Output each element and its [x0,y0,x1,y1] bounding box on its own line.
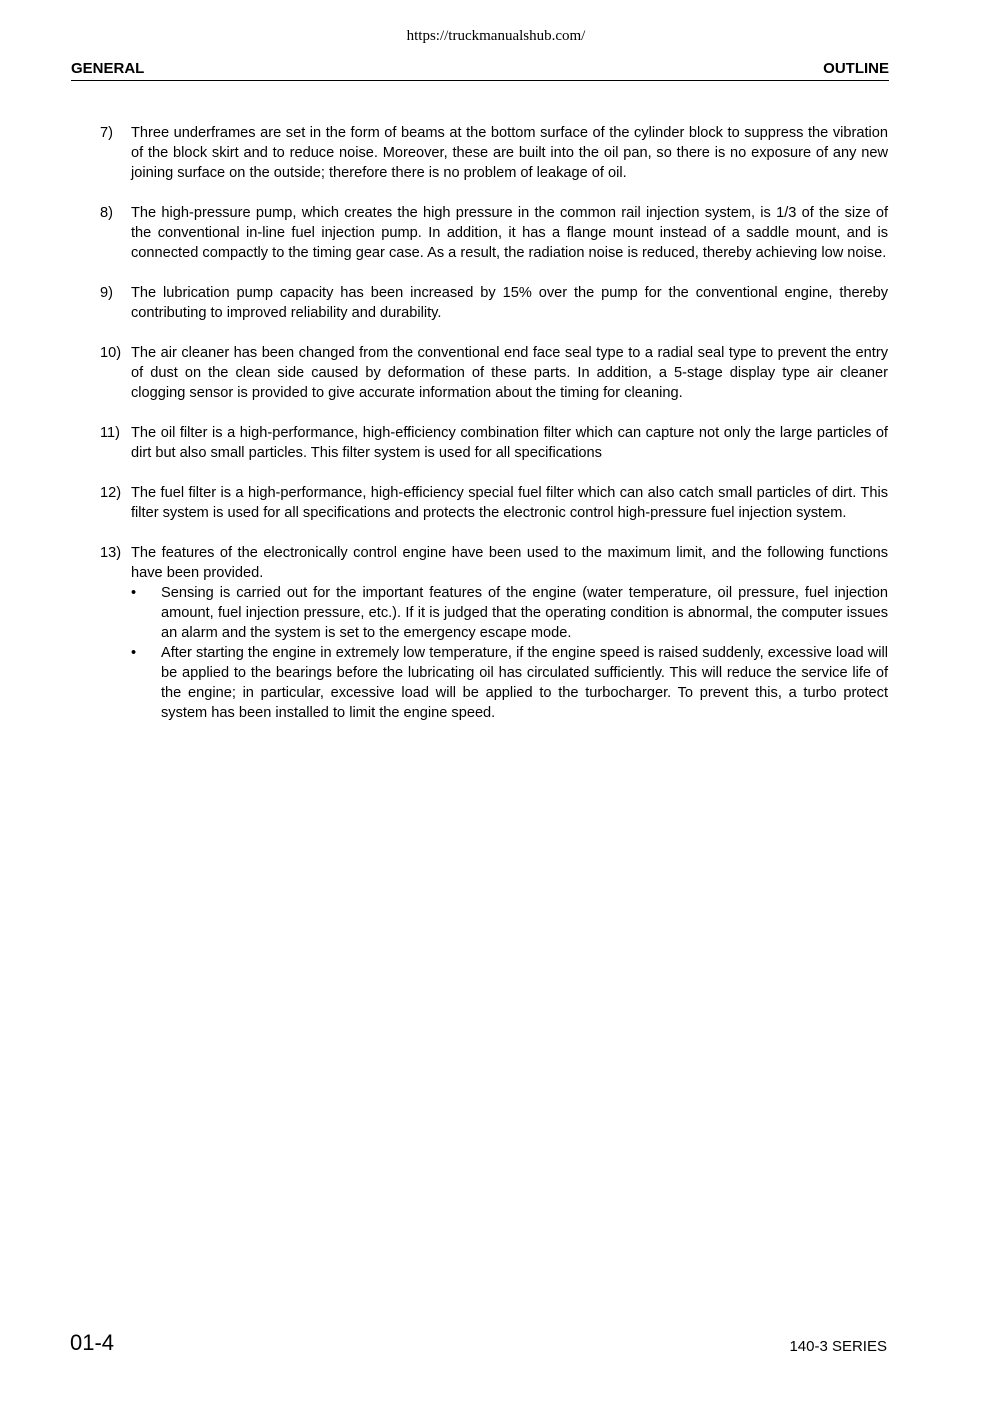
item-number: 7) [100,125,113,141]
source-url[interactable]: https://truckmanualshub.com/ [406,28,586,44]
item-number: 13) [100,545,122,561]
list-item [100,203,888,263]
list-item [100,423,888,463]
item-text: The features of the electronically control engine have been used to the maximum limit, and the following functions have been provided. [131,545,888,581]
item-text: The air cleaner has been changed from the conventional end face seal type to a radial seal type to prevent the entry of dust on the clean side caused by deformation of these parts. In addition, a 5-stage display type air cleaner clogging sensor is provided to give accurate information about the timing for cleaning. [131,345,888,401]
item-number: 12) [100,485,122,501]
item-text: The high-pressure pump, which creates the high pressure in the common rail injection system, is 1/3 of the size of the conventional in-line fuel injection pump. In addition, it has a flange mount instead of a saddle mount, and is connected compactly to the timing gear case. As a result, the radiation noise is reduced, thereby achieving low noise. [131,205,888,261]
list-item [100,543,888,723]
list-item [100,123,888,183]
chapter-title: OUTLINE [823,60,889,77]
item-text: The fuel filter is a high-performance, high-efficiency special fuel filter which can also catch small particles of dirt. This filter system is used for all specifications and protects the electronic control high-pressure fuel injection system. [131,485,888,521]
item-text: Three underframes are set in the form of beams at the bottom surface of the cylinder block to suppress the vibration of the block skirt and to reduce noise. Moreover, these are built into the oil pan, so there is no exposure of any new joining surface on the outside; therefore there is no problem of leakage of oil. [131,125,888,181]
bullet-text: Sensing is carried out for the important features of the engine (water temperature, oil pressure, fuel injection amount, fuel injection pressure, etc.). If it is judged that the operating condition is abnormal, the computer issues an alarm and the system is set to the emergency escape mode. [161,585,888,641]
outline-list [100,123,888,743]
list-item [100,283,888,323]
bullet-icon: • [131,645,137,661]
item-text: The lubrication pump capacity has been increased by 15% over the pump for the conventional engine, thereby contributing to improved reliability and durability. [131,285,888,321]
item-text: The oil filter is a high-performance, high-efficiency combination filter which can capture not only the large particles of dirt but also small particles. This filter system is used for all specifications [131,425,888,461]
list-item [100,343,888,403]
bullet-text: After starting the engine in extremely low temperature, if the engine speed is raised suddenly, excessive load will be applied to the bearings before the lubricating oil has circulated sufficiently. This will reduce the service life of the engine; in particular, excessive load will be applied to the turbocharger. To prevent this, a turbo protect system has been installed to limit the engine speed. [161,645,888,721]
list-item [100,483,888,523]
bullet-item [131,643,888,723]
item-number: 11) [100,425,121,441]
page-header [71,60,889,81]
bullet-item [131,583,888,643]
item-number: 8) [100,205,113,221]
bullet-icon: • [131,585,137,601]
section-title: GENERAL [71,60,145,77]
page-number: 01-4 [70,1330,115,1355]
item-number: 9) [100,285,113,301]
item-number: 10) [100,345,122,361]
series-label: 140-3 SERIES [789,1338,887,1355]
